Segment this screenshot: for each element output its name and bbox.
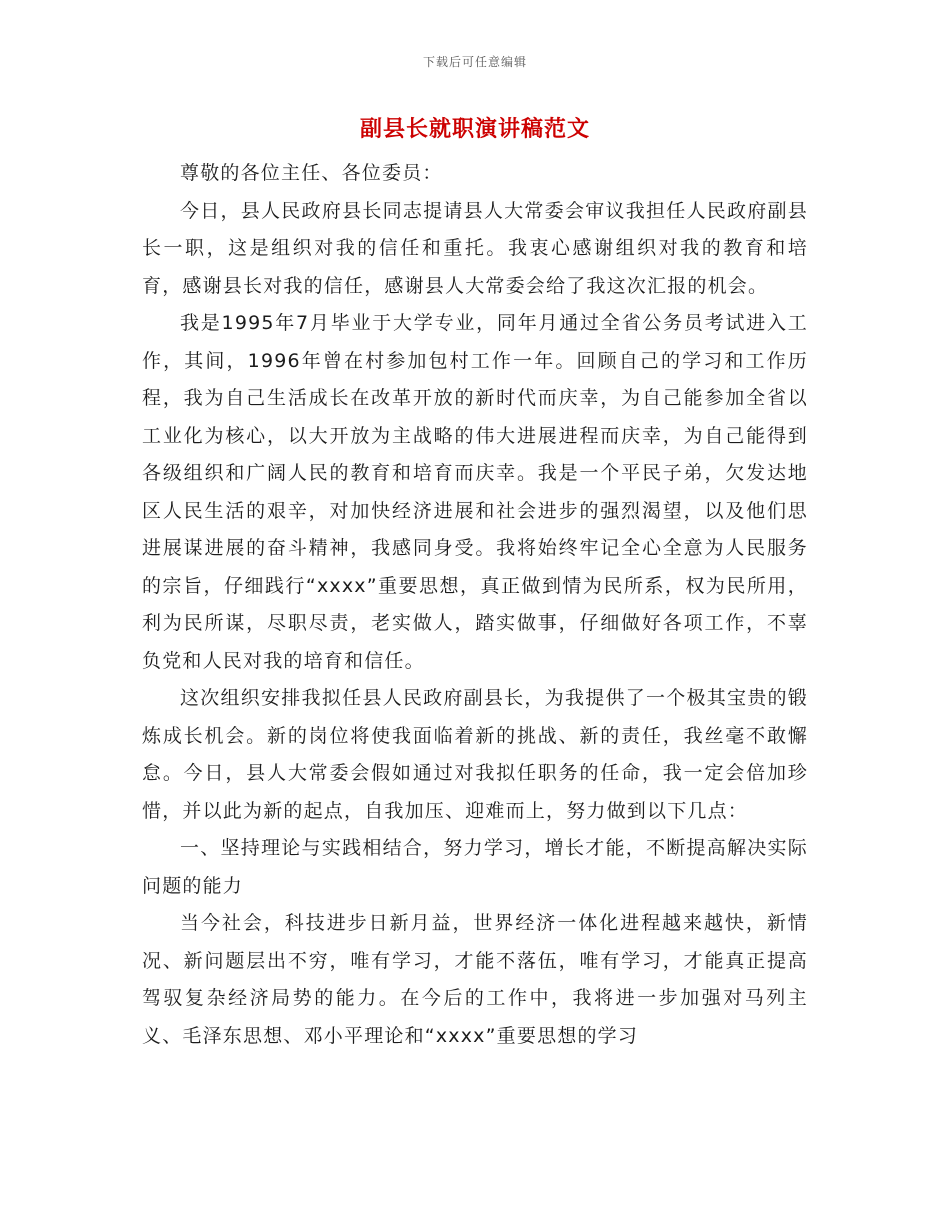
document-body — [142, 155, 808, 1055]
paragraph-1: 今日，县人民政府县长同志提请县人大常委会审议我担任人民政府副县长一职，这是组织对我的信任和重托。我衷心感谢组织对我的教育和培育，感谢县长对我的信任，感谢县人大常委会给了我这次汇报的机会。 — [142, 199, 808, 297]
document-title: 副县长就职演讲稿范文 — [359, 117, 590, 142]
paragraph-5: 当今社会，科技进步日新月益，世界经济一体化进程越来越快，新情况、新问题层出不穷，唯有学习，才能不落伍，唯有学习，才能真正提高驾驭复杂经济局势的能力。在今后的工作中，我将进一步加强对马列主义、毛泽东思想、邓小平理论和“xxxx”重要思想的学习 — [142, 912, 808, 1047]
header-note: 下载后可任意编辑 — [422, 55, 527, 69]
paragraph-salutation: 尊敬的各位主任、各位委员： — [180, 162, 443, 184]
paragraph-2: 我是1995年7月毕业于大学专业，同年月通过全省公务员考试进入工作，其间，1996年曾在村参加包村工作一年。回顾自己的学习和工作历程，我为自己生活成长在改革开放的新时代而庆幸，为自己能参加全省以工业化为核心，以大开放为主战略的伟大进展进程而庆幸，为自己能得到各级组织和广阔人民的教育和培育而庆幸。我是一个平民子弟，欠发达地区人民生活的艰辛，对加快经济进展和社会进步的强烈渴望，以及他们思进展谋进展的奋斗精神，我感同身受。我将始终牢记全心全意为人民服务的宗旨，仔细践行“xxxx”重要思想，真正做到情为民所系，权为民所用，利为民所谋，尽职尽责，老实做人，踏实做事，仔细做好各项工作，不辜负党和人民对我的培育和信任。 — [142, 312, 808, 672]
paragraph-heading-1: 一、坚持理论与实践相结合，努力学习，增长才能，不断提高解决实际问题的能力 — [142, 837, 808, 897]
paragraph-3: 这次组织安排我拟任县人民政府副县长，为我提供了一个极其宝贵的锻炼成长机会。新的岗位将使我面临着新的挑战、新的责任，我丝毫不敢懈怠。今日，县人大常委会假如通过对我拟任职务的任命，我一定会倍加珍惜，并以此为新的起点，自我加压、迎难而上，努力做到以下几点： — [142, 687, 808, 822]
